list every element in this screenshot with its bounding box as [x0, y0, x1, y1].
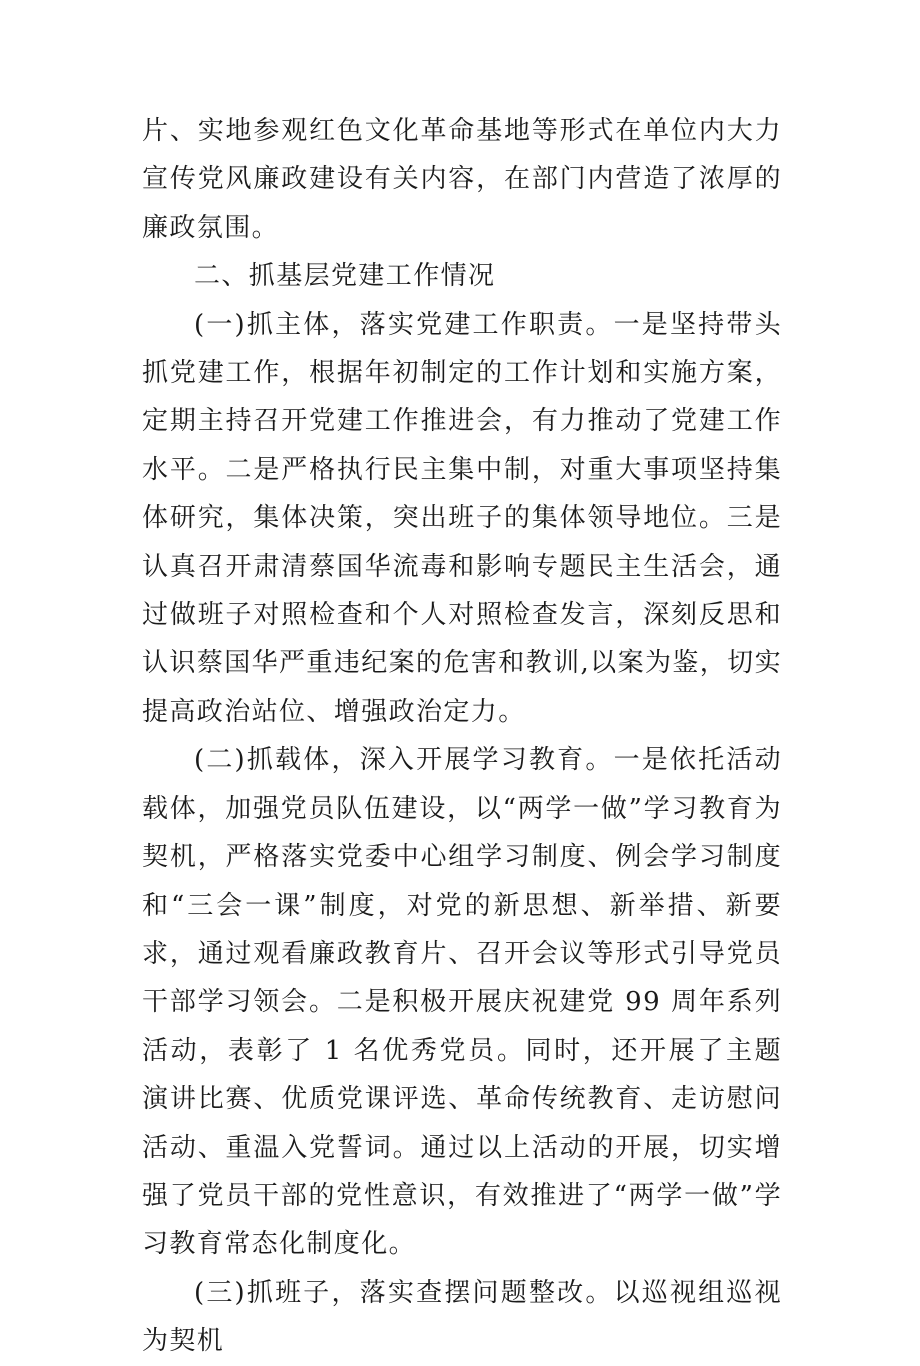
document-body [142, 107, 782, 1366]
section-heading: 二、抓基层党建工作情况 [194, 261, 496, 292]
paragraph-learning-education: (二)抓载体，深入开展学习教育。一是依托活动载体，加强党员队伍建设，以“两学一做”学习教育为契机，严格落实党委中心组学习制度、例会学习制度和“三会一课”制度，对党的新思想、新举措、新要求，通过观看廉政教育片、召开会议等形式引导党员干部学习领会。二是积极开展庆祝建党 99 周年系列活动，表彰了 1 名优秀党员。同时，还开展了主题演讲比赛、优质党课评选、革命传统教育、走访慰问活动、重温入党誓词。通过以上活动的开展，切实增强了党员干部的党性意识，有效推进了“两学一做”学习教育常态化制度化。 [142, 745, 782, 1260]
paragraph-continuation: 片、实地参观红色文化革命基地等形式在单位内大力宣传党风廉政建设有关内容，在部门内营造了浓厚的廉政氛围。 [142, 116, 782, 243]
paragraph-party-building-responsibility: (一)抓主体，落实党建工作职责。一是坚持带头抓党建工作，根据年初制定的工作计划和实施方案，定期主持召开党建工作推进会，有力推动了党建工作水平。二是严格执行民主集中制，对重大事项坚持集体研究，集体决策，突出班子的集体领导地位。三是认真召开肃清蔡国华流毒和影响专题民主生活会，通过做班子对照检查和个人对照检查发言，深刻反思和认识蔡国华严重违纪案的危害和教训,以案为鉴，切实提高政治站位、增强政治定力。 [142, 309, 782, 727]
paragraph-rectification: (三)抓班子，落实查摆问题整改。以巡视组巡视为契机 [142, 1277, 782, 1357]
